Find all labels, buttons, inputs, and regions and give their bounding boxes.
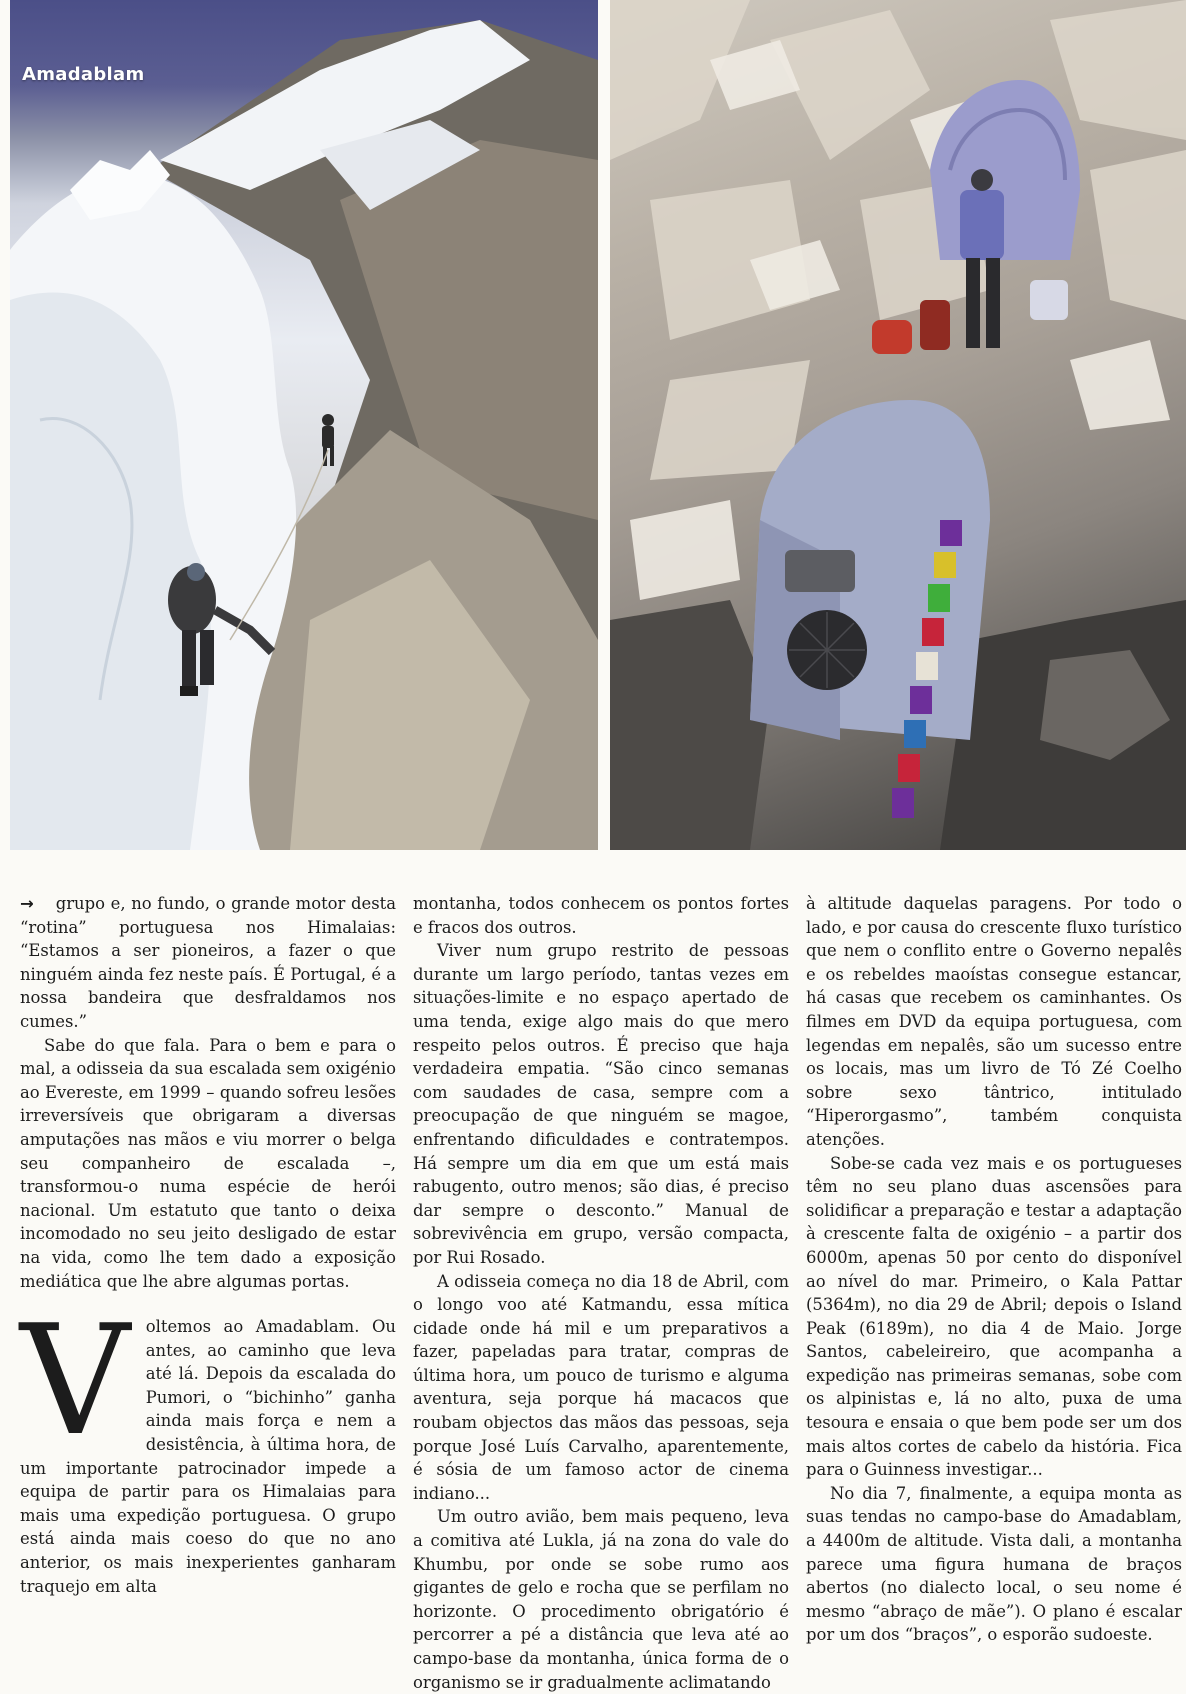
paragraph — [20, 892, 396, 1034]
paragraph: à altitude daquelas paragens. Por todo o lado, e por causa do crescente fluxo turístico que nem o conflito entre o Governo nepalês e os rebeldes maoístas consegue estancar, há casas que recebem os caminhantes. Os filmes em DVD da equipa portuguesa, com legendas em nepalês, são um sucesso entre os locais, mas um livro de Tó Zé Coelho sobre sexo tântrico, intitulado “Hiperorgasmo”, também conquista atenções. — [806, 894, 1182, 1149]
paragraph: Um outro avião, bem mais pequeno, leva a comitiva até Lukla, já na zona do vale do Khumbu, por onde se sobe rumo aos gigantes de gelo e rocha que se perfilam no horizonte. O procedimento obrigatório é percorrer a pé a distância que leva até ao campo-base da montanha, única forma de o organismo se ir gradualmente aclimatando — [413, 1507, 789, 1692]
drop-cap: V — [20, 1292, 130, 1470]
paragraph: Sabe do que fala. Para o bem e para o mal, a odisseia da sua escalada sem oxigénio ao Evereste, em 1999 – quando sofreu lesões irreversíveis que obrigaram a diversas amputações nas mãos e viu morrer o belga seu companheiro de escalada –, transformou-o numa espécie de herói nacional. Um estatuto que tanto o deixa incomodado no seu jeito desligado de estar na vida, como lhe tem dado a exposição mediática que lhe abre algumas portas. — [20, 1035, 396, 1291]
paragraph: Viver num grupo restrito de pessoas durante um largo período, tantas vezes em situações-limite e no espaço apertado de uma tenda, exige algo mais do que mero respeito pelos outros. É preciso que haja verdadeira empatia. “São cinco semanas com saudades de casa, sempre com a preocupação de que ninguém se magoe, enfrentando dificuldades e contratempos. Há sempre um dia em que um está mais rabugento, outro menos; são dias, é preciso dar sempre o desconto.” Manual de sobrevivência em grupo, versão compacta, por Rui Rosado. — [413, 941, 789, 1267]
photo-caption: Amadablam — [22, 64, 145, 85]
paragraph — [20, 1292, 396, 1598]
paragraph: No dia 7, finalmente, a equipa monta as suas tendas no campo-base do Amadablam, a 4400m de altitude. Vista dali, a montanha parece uma figura humana de braços abertos (no dialecto local, o seu nome é mesmo “abraço de mãe”). O plano é escalar por um dos “braços”, o esporão sudoeste. — [806, 1483, 1182, 1645]
article-column-1 — [20, 892, 396, 1598]
paragraph-text: oltemos ao Amadablam. Ou antes, ao caminho que leva até lá. Depois da escalada do Pumori, o “bichinho” ganha ainda mais força e nem a desistência, à última hora, de um importante patrocinador impede a equipa de partir para os Himalaias para mais uma expedição portuguesa. O grupo está ainda mais coeso do que no ano anterior, os mais inexperientes ganharam traquejo em alta — [20, 1317, 396, 1596]
continuation-arrow-icon: → — [20, 894, 34, 913]
photo-amadablam-ridge — [10, 0, 598, 850]
photo-tent-camp-illustration — [610, 0, 1186, 850]
article-column-3 — [806, 892, 1182, 1647]
paragraph-text: grupo e, no fundo, o grande motor desta “rotina” portuguesa nos Himalaias: “Estamos a ser pioneiros, a fazer o que ninguém ainda fez neste país. É Portugal, é a nossa bandeira que desfraldamos nos cumes.” — [20, 894, 397, 1031]
paragraph: A odisseia começa no dia 18 de Abril, com o longo voo até Katmandu, essa mítica cidade onde há mil e um preparativos a fazer, papeladas para tratar, compras de última hora, um pouco de turismo e alguma aventura, seja porque há macacos que roubam objectos das mãos das pessoas, seja porque José Luís Carvalho, aparentemente, é sósia de um famoso actor de cinema indiano... — [413, 1271, 789, 1503]
article-column-2 — [413, 892, 789, 1694]
photo-tent-camp — [610, 0, 1186, 850]
paragraph: Sobe-se cada vez mais e os portugueses têm no seu plano duas ascensões para solidificar a preparação e testar a adaptação à crescente falta de oxigénio – a partir dos 6000m, apenas 50 por cento do disponível ao nível do mar. Primeiro, o Kala Pattar (5364m), no dia 29 de Abril; depois o Island Peak (6189m), no dia 4 de Maio. Jorge Santos, cabeleireiro, que acompanha a expedição nas primeiras semanas, sobe com os alpinistas e, lá no alto, puxa de uma tesoura e ensaia o que bem pode ser um dos mais altos cortes de cabelo da história. Fica para o Guinness investigar... — [806, 1153, 1182, 1480]
paragraph: montanha, todos conhecem os pontos fortes e fracos dos outros. — [413, 894, 789, 937]
photo-amadablam-ridge-illustration — [10, 0, 598, 850]
